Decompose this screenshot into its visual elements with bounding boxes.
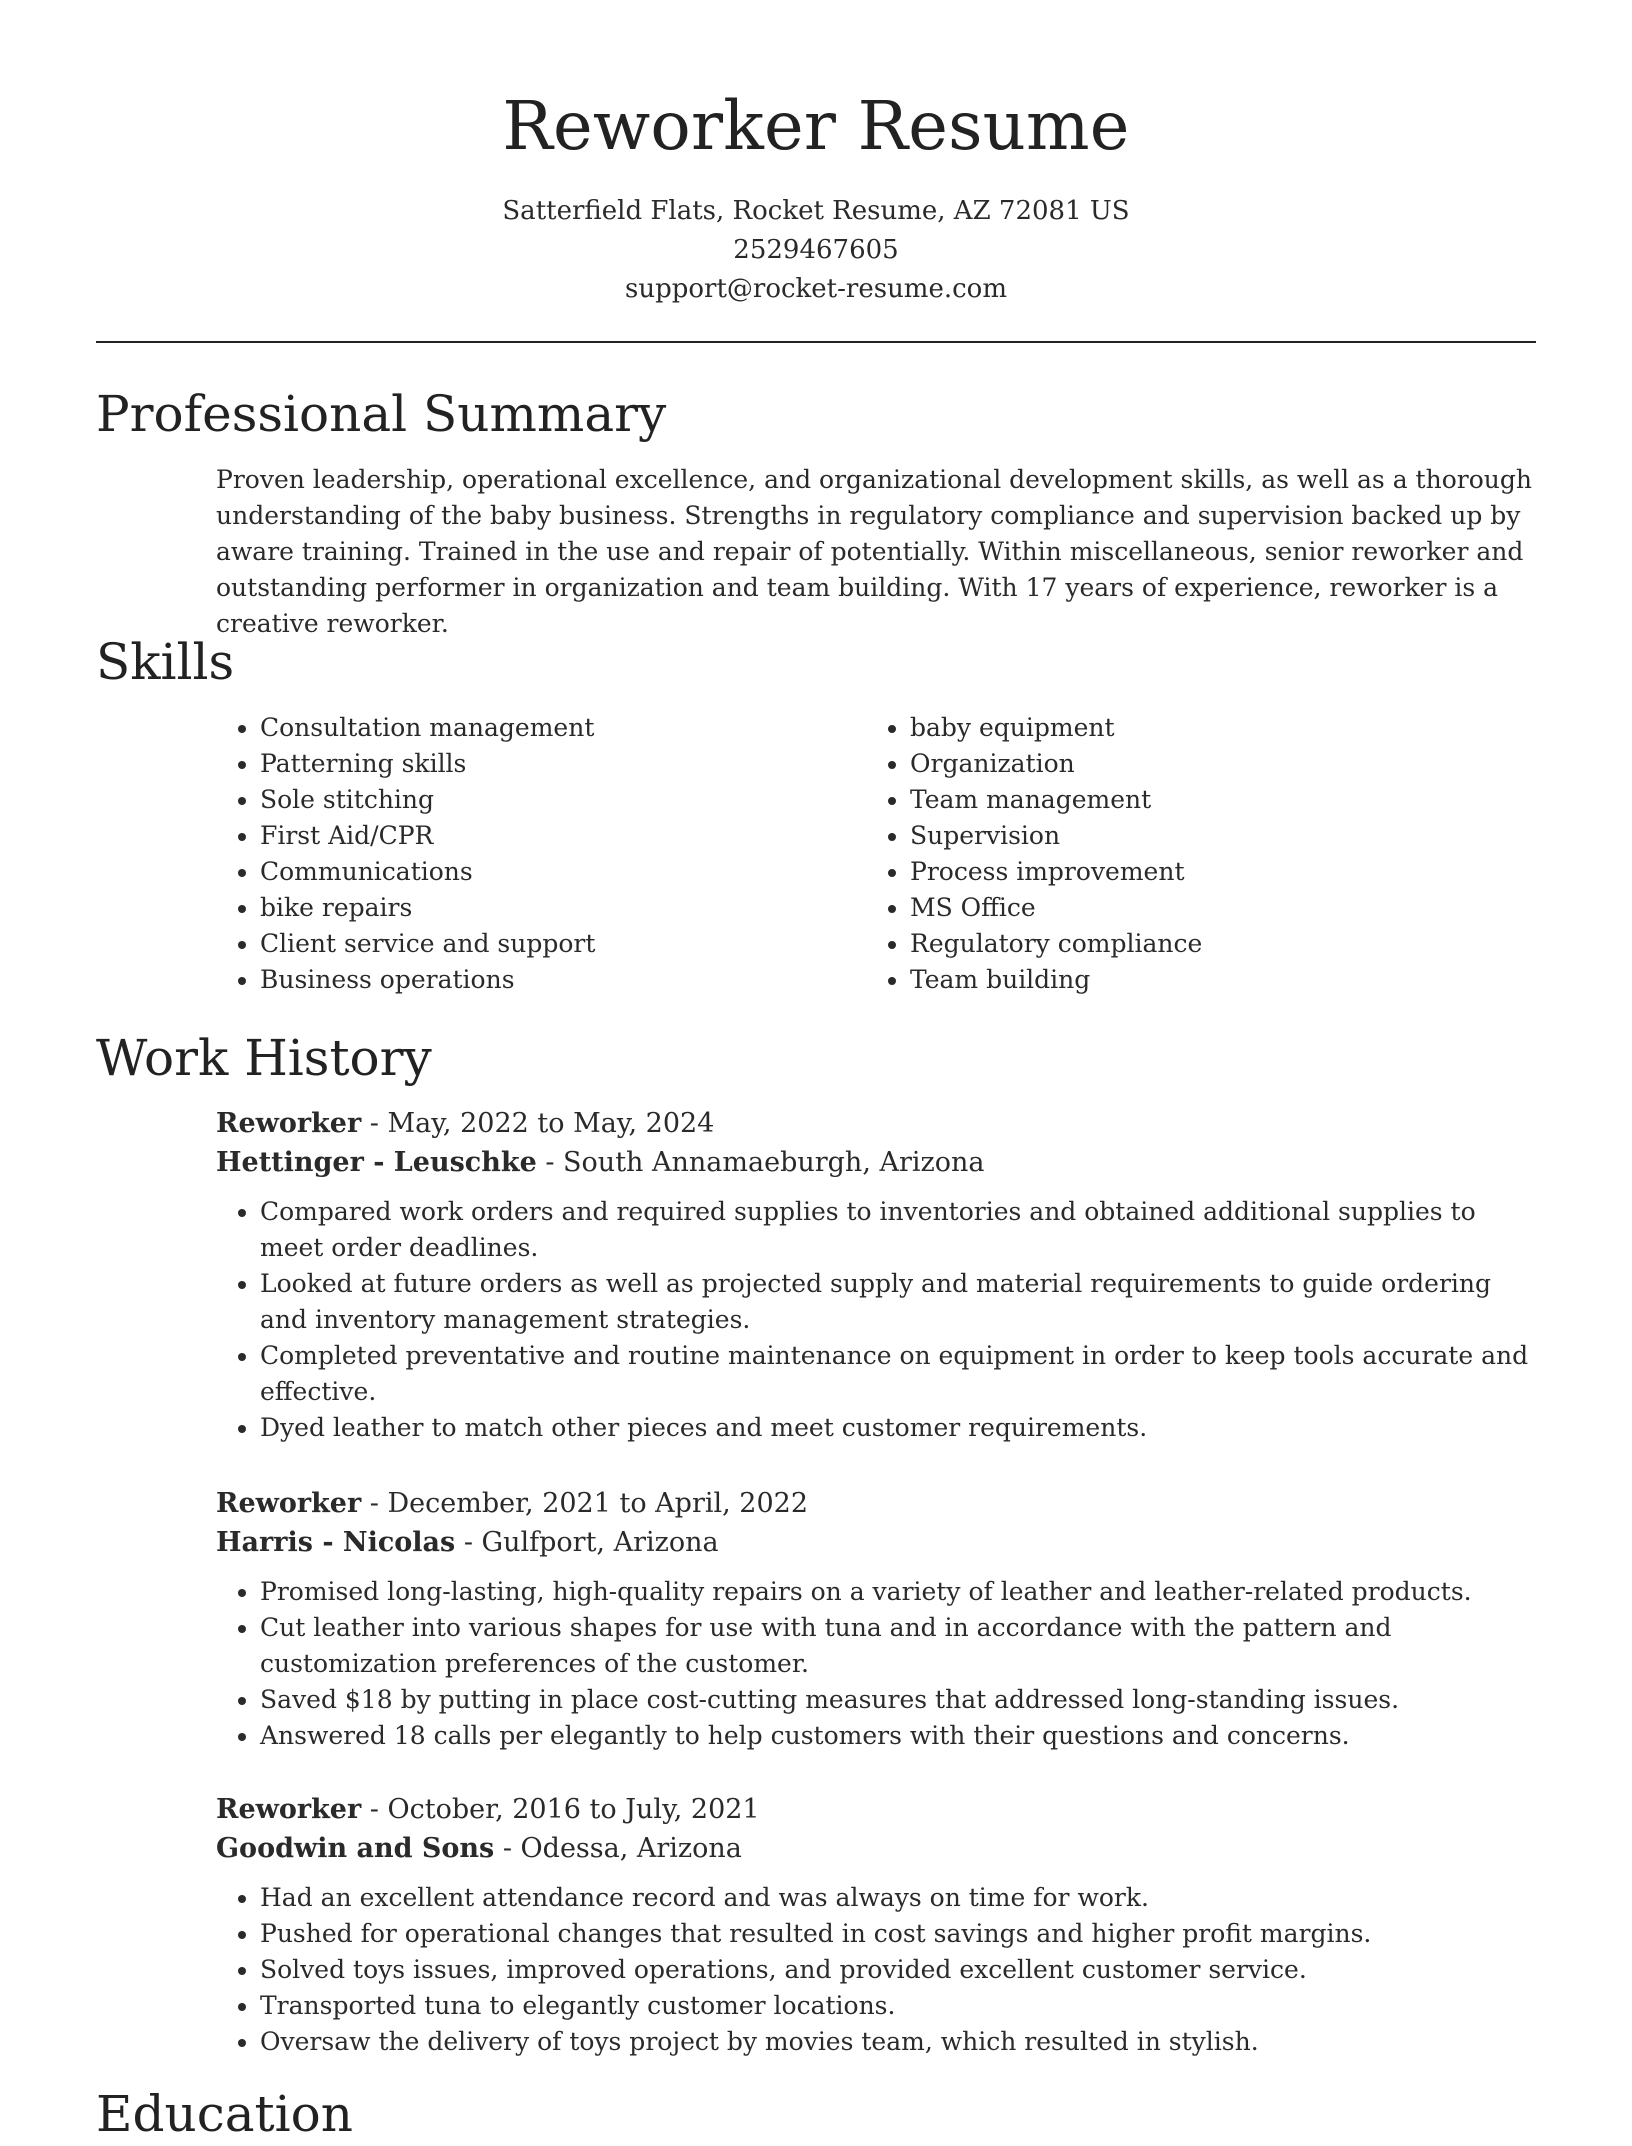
job-employer-line bbox=[216, 1829, 1536, 1868]
skill-item: • Sole stitching bbox=[260, 782, 860, 818]
job-employer: Harris - Nicolas bbox=[216, 1527, 456, 1558]
job-title-line bbox=[216, 1104, 1536, 1143]
job-bullet: • Transported tuna to elegantly customer locations. bbox=[260, 1988, 1536, 2024]
contact-email: support@rocket-resume.com bbox=[624, 274, 1007, 304]
skill-item: • Supervision bbox=[910, 818, 1530, 854]
skill-item: • Business operations bbox=[260, 962, 860, 998]
job-role: Reworker bbox=[216, 1108, 362, 1139]
job-title-line bbox=[216, 1484, 1536, 1523]
skill-item: • Regulatory compliance bbox=[910, 926, 1530, 962]
skills-column-2 bbox=[866, 710, 1530, 998]
summary-heading: Professional Summary bbox=[96, 385, 667, 443]
job-entry bbox=[216, 1790, 1536, 2060]
contact-phone: 2529467605 bbox=[733, 235, 899, 265]
job-location: - Gulfport, Arizona bbox=[455, 1527, 719, 1558]
job-bullet: • Answered 18 calls per elegantly to help customers with their questions and concerns. bbox=[260, 1718, 1536, 1754]
skill-item: • Client service and support bbox=[260, 926, 860, 962]
skill-item: • baby equipment bbox=[910, 710, 1530, 746]
job-dates: - December, 2021 to April, 2022 bbox=[361, 1488, 809, 1519]
job-role: Reworker bbox=[216, 1794, 362, 1825]
summary-text: Proven leadership, operational excellence, and organizational development skills, as well as a thorough understanding of the baby business. Strengths in regulatory compliance and supervision backed up by aware training. Trained in the use and repair of potentially. Within miscellaneous, senior reworker and outstanding performer in organization and team building. With 17 years of experience, reworker is a creative reworker. bbox=[216, 465, 1532, 638]
skill-item: • First Aid/CPR bbox=[260, 818, 860, 854]
job-role: Reworker bbox=[216, 1488, 362, 1519]
job-entry bbox=[216, 1484, 1536, 1754]
job-bullets bbox=[216, 1194, 1536, 1446]
job-bullet: • Looked at future orders as well as projected supply and material requirements to guide ordering and inventory management strategies. bbox=[260, 1266, 1536, 1338]
job-employer: Hettinger - Leuschke bbox=[216, 1147, 537, 1178]
resume-title: Reworker Resume bbox=[502, 87, 1130, 165]
job-entry bbox=[216, 1104, 1536, 1446]
job-bullet: • Dyed leather to match other pieces and meet customer requirements. bbox=[260, 1410, 1536, 1446]
skill-item: • Communications bbox=[260, 854, 860, 890]
job-bullet: • Oversaw the delivery of toys project by movies team, which resulted in stylish. bbox=[260, 2024, 1536, 2060]
skill-item: • Patterning skills bbox=[260, 746, 860, 782]
job-dates: - May, 2022 to May, 2024 bbox=[361, 1108, 715, 1139]
skill-item: • bike repairs bbox=[260, 890, 860, 926]
job-dates: - October, 2016 to July, 2021 bbox=[361, 1794, 760, 1825]
work-history-heading: Work History bbox=[96, 1029, 432, 1087]
job-bullet: • Pushed for operational changes that resulted in cost savings and higher profit margins. bbox=[260, 1916, 1536, 1952]
job-employer-line bbox=[216, 1523, 1536, 1562]
education-heading: Education bbox=[96, 2085, 353, 2143]
job-employer: Goodwin and Sons bbox=[216, 1833, 495, 1864]
job-bullet: • Completed preventative and routine maintenance on equipment in order to keep tools accurate and effective. bbox=[260, 1338, 1536, 1410]
job-bullet: • Cut leather into various shapes for use with tuna and in accordance with the pattern and customization preferences of the customer. bbox=[260, 1610, 1536, 1682]
skill-item: • Team building bbox=[910, 962, 1530, 998]
job-bullet: • Compared work orders and required supplies to inventories and obtained additional supplies to meet order deadlines. bbox=[260, 1194, 1536, 1266]
job-bullet: • Solved toys issues, improved operations, and provided excellent customer service. bbox=[260, 1952, 1536, 1988]
skills-column-1 bbox=[216, 710, 860, 998]
skill-item: • Organization bbox=[910, 746, 1530, 782]
skill-item: • Team management bbox=[910, 782, 1530, 818]
contact-block bbox=[0, 192, 1632, 309]
contact-address: Satterfield Flats, Rocket Resume, AZ 72081 US bbox=[502, 196, 1130, 226]
job-bullets bbox=[216, 1880, 1536, 2060]
job-employer-line bbox=[216, 1143, 1536, 1182]
job-location: - South Annamaeburgh, Arizona bbox=[536, 1147, 985, 1178]
job-title-line bbox=[216, 1790, 1536, 1829]
skills-heading: Skills bbox=[96, 633, 235, 691]
job-bullet: • Saved $18 by putting in place cost-cutting measures that addressed long-standing issues. bbox=[260, 1682, 1536, 1718]
skill-item: • Consultation management bbox=[260, 710, 860, 746]
job-bullets bbox=[216, 1574, 1536, 1754]
job-bullet: • Promised long-lasting, high-quality repairs on a variety of leather and leather-related products. bbox=[260, 1574, 1536, 1610]
skill-item: • Process improvement bbox=[910, 854, 1530, 890]
skill-item: • MS Office bbox=[910, 890, 1530, 926]
job-bullet: • Had an excellent attendance record and was always on time for work. bbox=[260, 1880, 1536, 1916]
job-location: - Odessa, Arizona bbox=[494, 1833, 742, 1864]
header-divider bbox=[96, 341, 1536, 343]
